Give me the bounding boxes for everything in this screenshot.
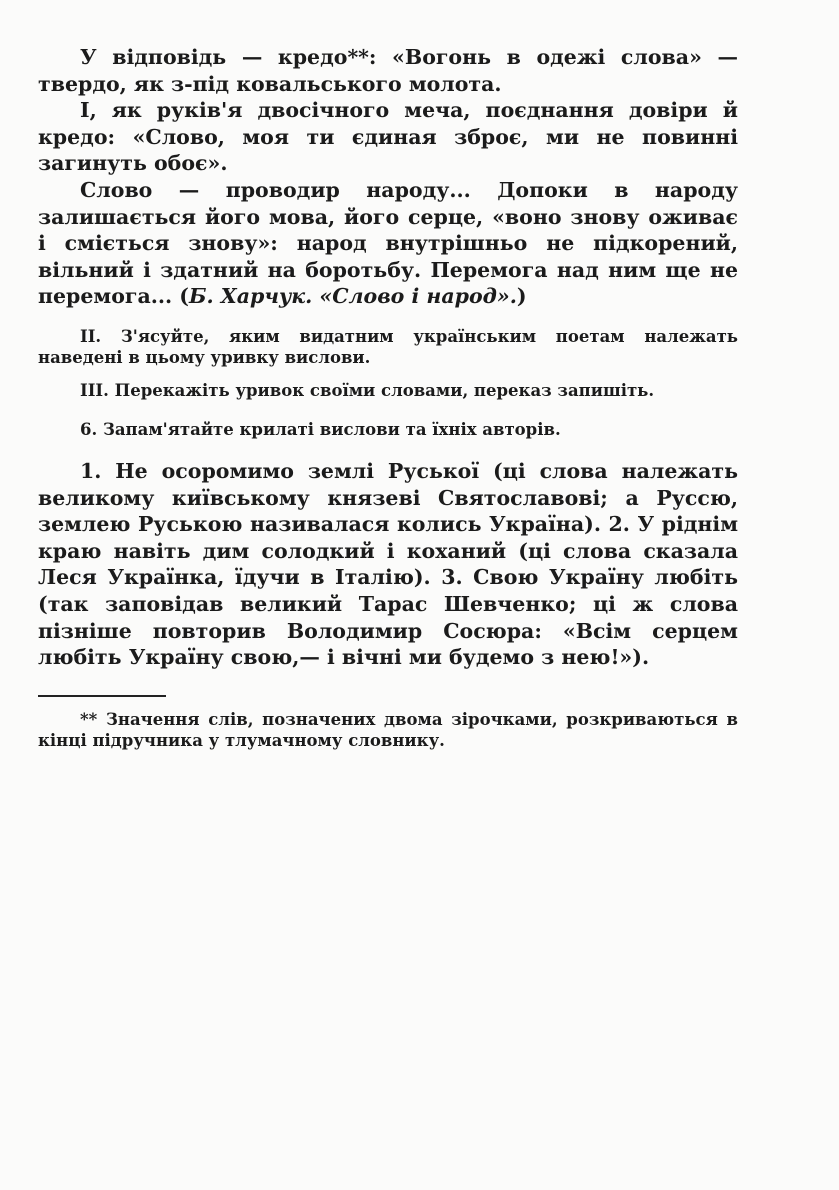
task-2: II. З'ясуйте, яким видатним українським поетам належать наведені в цьому уривку вислови.	[38, 326, 738, 367]
quote-paragraph-1: У відповідь — кредо**: «Вогонь в одежі слова» — твердо, як з-під ковальського молота.	[38, 45, 738, 96]
task-3: III. Перекажіть уривок своїми словами, переказ запишіть.	[80, 380, 655, 400]
footnote: ** Значення слів, позначених двома зірочками, розкриваються в кінці підручника у тлумачному словнику.	[38, 709, 738, 750]
footnote-divider	[38, 695, 166, 697]
exercise-body: 1. Не осоромимо землі Руської (ці слова належать великому київському князеві Святославові; а Руссю, землею Руською називалася колись Україна). 2. У ріднім краю навіть дим солодкий і коханий (ці слова сказала Леся Українка, їдучи в Італію). 3. Свою Україну любіть (так заповідав великий Тарас Шевченко; ці ж слова пізніше повторив Володимир Сосюра: «Всім серцем любіть Україну свою,— і вічні ми будемо з нею!»).	[38, 458, 738, 670]
exercise-heading: 6. Запам'ятайте крилаті вислови та їхніх авторів.	[80, 419, 561, 439]
quote-source: Б. Харчук. «Слово і народ».	[189, 284, 517, 309]
quote-paragraph-3-text: Слово — проводир народу... Допоки в народу залишається його мова, його серце, «воно знову оживає і сміється знову»: народ внутрішньо не підкорений, вільний і здатний на боротьбу. Перемога над ним ще не перемога...	[38, 177, 738, 309]
quote-source-open: (	[172, 284, 190, 309]
quote-paragraph-3	[38, 177, 738, 310]
quote-paragraph-2: І, як руків'я двосічного меча, поєднання довіри й кредо: «Слово, моя ти єдиная зброє, ми не повинні загинуть обоє».	[38, 98, 738, 176]
page-content	[38, 44, 738, 751]
quote-source-close: )	[516, 284, 527, 309]
